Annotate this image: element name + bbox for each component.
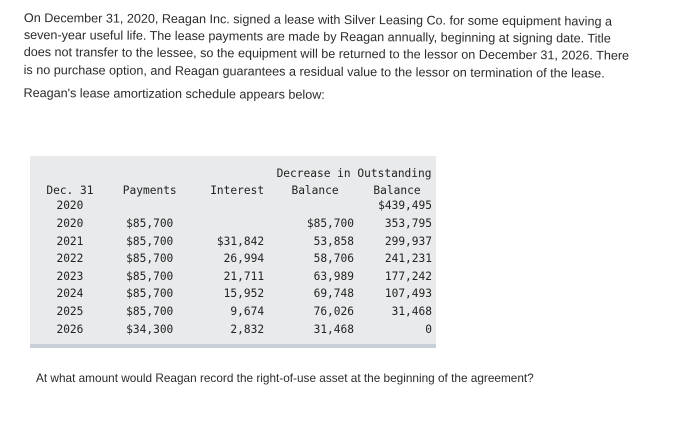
intro-line-3: does not transfer to the lessee, so the equipment will be returned to the lessor on December 31, 2026. There <box>23 45 630 64</box>
intro-line-4: is no purchase option, and Reagan guarantees a residual value to the lessor on termination of the lease. <box>23 62 605 81</box>
intro-line-2: seven-year useful life. The lease payments are made by Reagan annually, beginning at signing date. Title <box>23 28 611 46</box>
header-payments: Payments <box>122 184 177 198</box>
amortization-schedule-panel <box>30 156 436 348</box>
table-row: 2026 $34,300 2,832 31,468 0 <box>56 322 432 336</box>
table-row: 2020 $439,495 <box>56 199 432 213</box>
header-interest: Interest <box>210 184 265 198</box>
table-row: 2024 $85,700 15,952 69,748 107,493 <box>56 287 432 301</box>
header-decrease-top: Decrease in <box>276 166 351 180</box>
table-row: 2025 $85,700 9,674 76,026 31,468 <box>56 305 432 319</box>
schedule-lead-text: Reagan's lease amortization schedule appears below: <box>23 85 325 102</box>
table-header-row-bottom <box>32 180 436 198</box>
question-text: At what amount would Reagan record the right-of-use asset at the beginning of the agreement? <box>36 371 534 385</box>
problem-statement <box>23 10 674 106</box>
table-header-row-top <box>32 162 436 180</box>
table-row: 2023 $85,700 21,711 63,989 177,242 <box>56 269 432 283</box>
header-year: Dec. 31 <box>46 184 94 198</box>
amortization-table <box>32 162 436 338</box>
intro-line-1: On December 31, 2020, Reagan Inc. signed a lease with Silver Leasing Co. for some equipment having a <box>23 10 613 29</box>
header-outstanding-top: Outstanding <box>357 166 432 180</box>
table-row: 2022 $85,700 26,994 58,706 241,231 <box>56 252 432 266</box>
table-row: 2021 $85,700 $31,842 53,858 299,937 <box>56 234 432 248</box>
table-row: 2020 $85,700 $85,700 353,795 <box>56 217 432 231</box>
header-decrease-bottom: Balance <box>291 184 339 198</box>
header-outstanding-bottom: Balance <box>373 184 421 198</box>
